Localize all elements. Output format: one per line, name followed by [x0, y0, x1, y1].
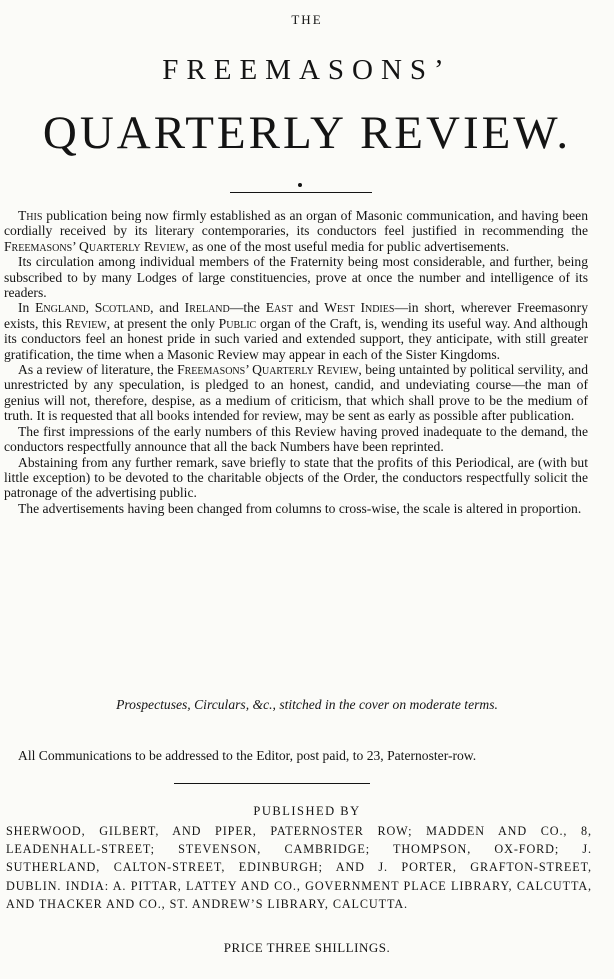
paragraph-1: This publication being now firmly established as an organ of Masonic communication, and having been cordially received by its literary contemporaries, its conductors feel justified in recommending the Freemasons’ Quarterly Review, as one of the most useful media for public advertisements.	[4, 208, 588, 254]
paragraph-1-lead: This	[18, 208, 43, 223]
prospectus-note: Prospectuses, Circulars, &c., stitched in the cover on moderate terms.	[116, 697, 498, 712]
paragraph-2: Its circulation among individual members of the Fraternity being most considerable, and further, being subscribed to by many Lodges of large constituencies, prove at once the number and intelligence of its readers.	[4, 254, 588, 301]
masthead-title-quarterly-review: QUARTERLY REVIEW.	[42, 107, 572, 159]
paragraph-3: In England, Scotland, and Ireland—the East and West Indies—in short, wherever Freemasonry exists, this Review, at present the only Public organ of the Craft, is, wending its useful way. And although its conductors feel an honest pride in such varied and extended support, they anticipate, with still greater gratification, the time when a Masonic Review may appear in each of the Sister Kingdoms.	[4, 300, 588, 362]
divider-rule-bottom	[174, 783, 370, 784]
communications-note: All Communications to be addressed to the Editor, post paid, to 23, Paternoster-row.	[18, 748, 477, 763]
ornament-dot	[298, 183, 302, 187]
paragraph-6: Abstaining from any further remark, save briefly to state that the profits of this Periodical, are (with but little exception) to be devoted to the charitable objects of the Order, the conductors respectfully solicit the patronage of the advertising public.	[4, 454, 588, 501]
paragraph-7: The advertisements having been changed from columns to cross-wise, the scale is altered in proportion.	[18, 500, 582, 516]
publishers-list: SHERWOOD, GILBERT, AND PIPER, PATERNOSTER ROW; MADDEN AND CO., 8, LEADENHALL-STREET; STEVENSON, CAMBRIDGE; THOMPSON, OX-FORD; J. SUTHERLAND, CALTON-STREET, EDINBURGH; AND J. PORTER, GRAFTON-STREET, DUBLIN. INDIA: A. PITTAR, LATTEY AND CO., GOVERNMENT PLACE LIBRARY, CALCUTTA, AND THACKER AND CO., ST. ANDREW’S LIBRARY, CALCUTTA.	[6, 824, 592, 911]
published-by-label: PUBLISHED BY	[253, 804, 361, 818]
masthead-title-freemasons: FREEMASONS’	[162, 54, 452, 86]
paragraph-5: The first impressions of the early numbers of this Review having proved inadequate to the demand, the conductors respectfully announce that all the back Numbers have been reprinted.	[4, 423, 588, 455]
paragraph-4: As a review of literature, the Freemasons’ Quarterly Review, being untainted by political servility, and unrestricted by any speculation, is pledged to an honest, candid, and undeviating course—the man of genius will not, therefore, despise, as a medium of criticism, that which shall prove to be the medium of truth. It is requested that all books intended for review, may be sent as early as possible after publication.	[4, 362, 588, 424]
announcement-body	[4, 208, 588, 516]
divider-rule-top	[230, 192, 372, 193]
title-reference: Freemasons’ Quarterly Review	[4, 238, 186, 254]
masthead-the: THE	[291, 12, 323, 27]
price-line: PRICE THREE SHILLINGS.	[223, 940, 391, 955]
